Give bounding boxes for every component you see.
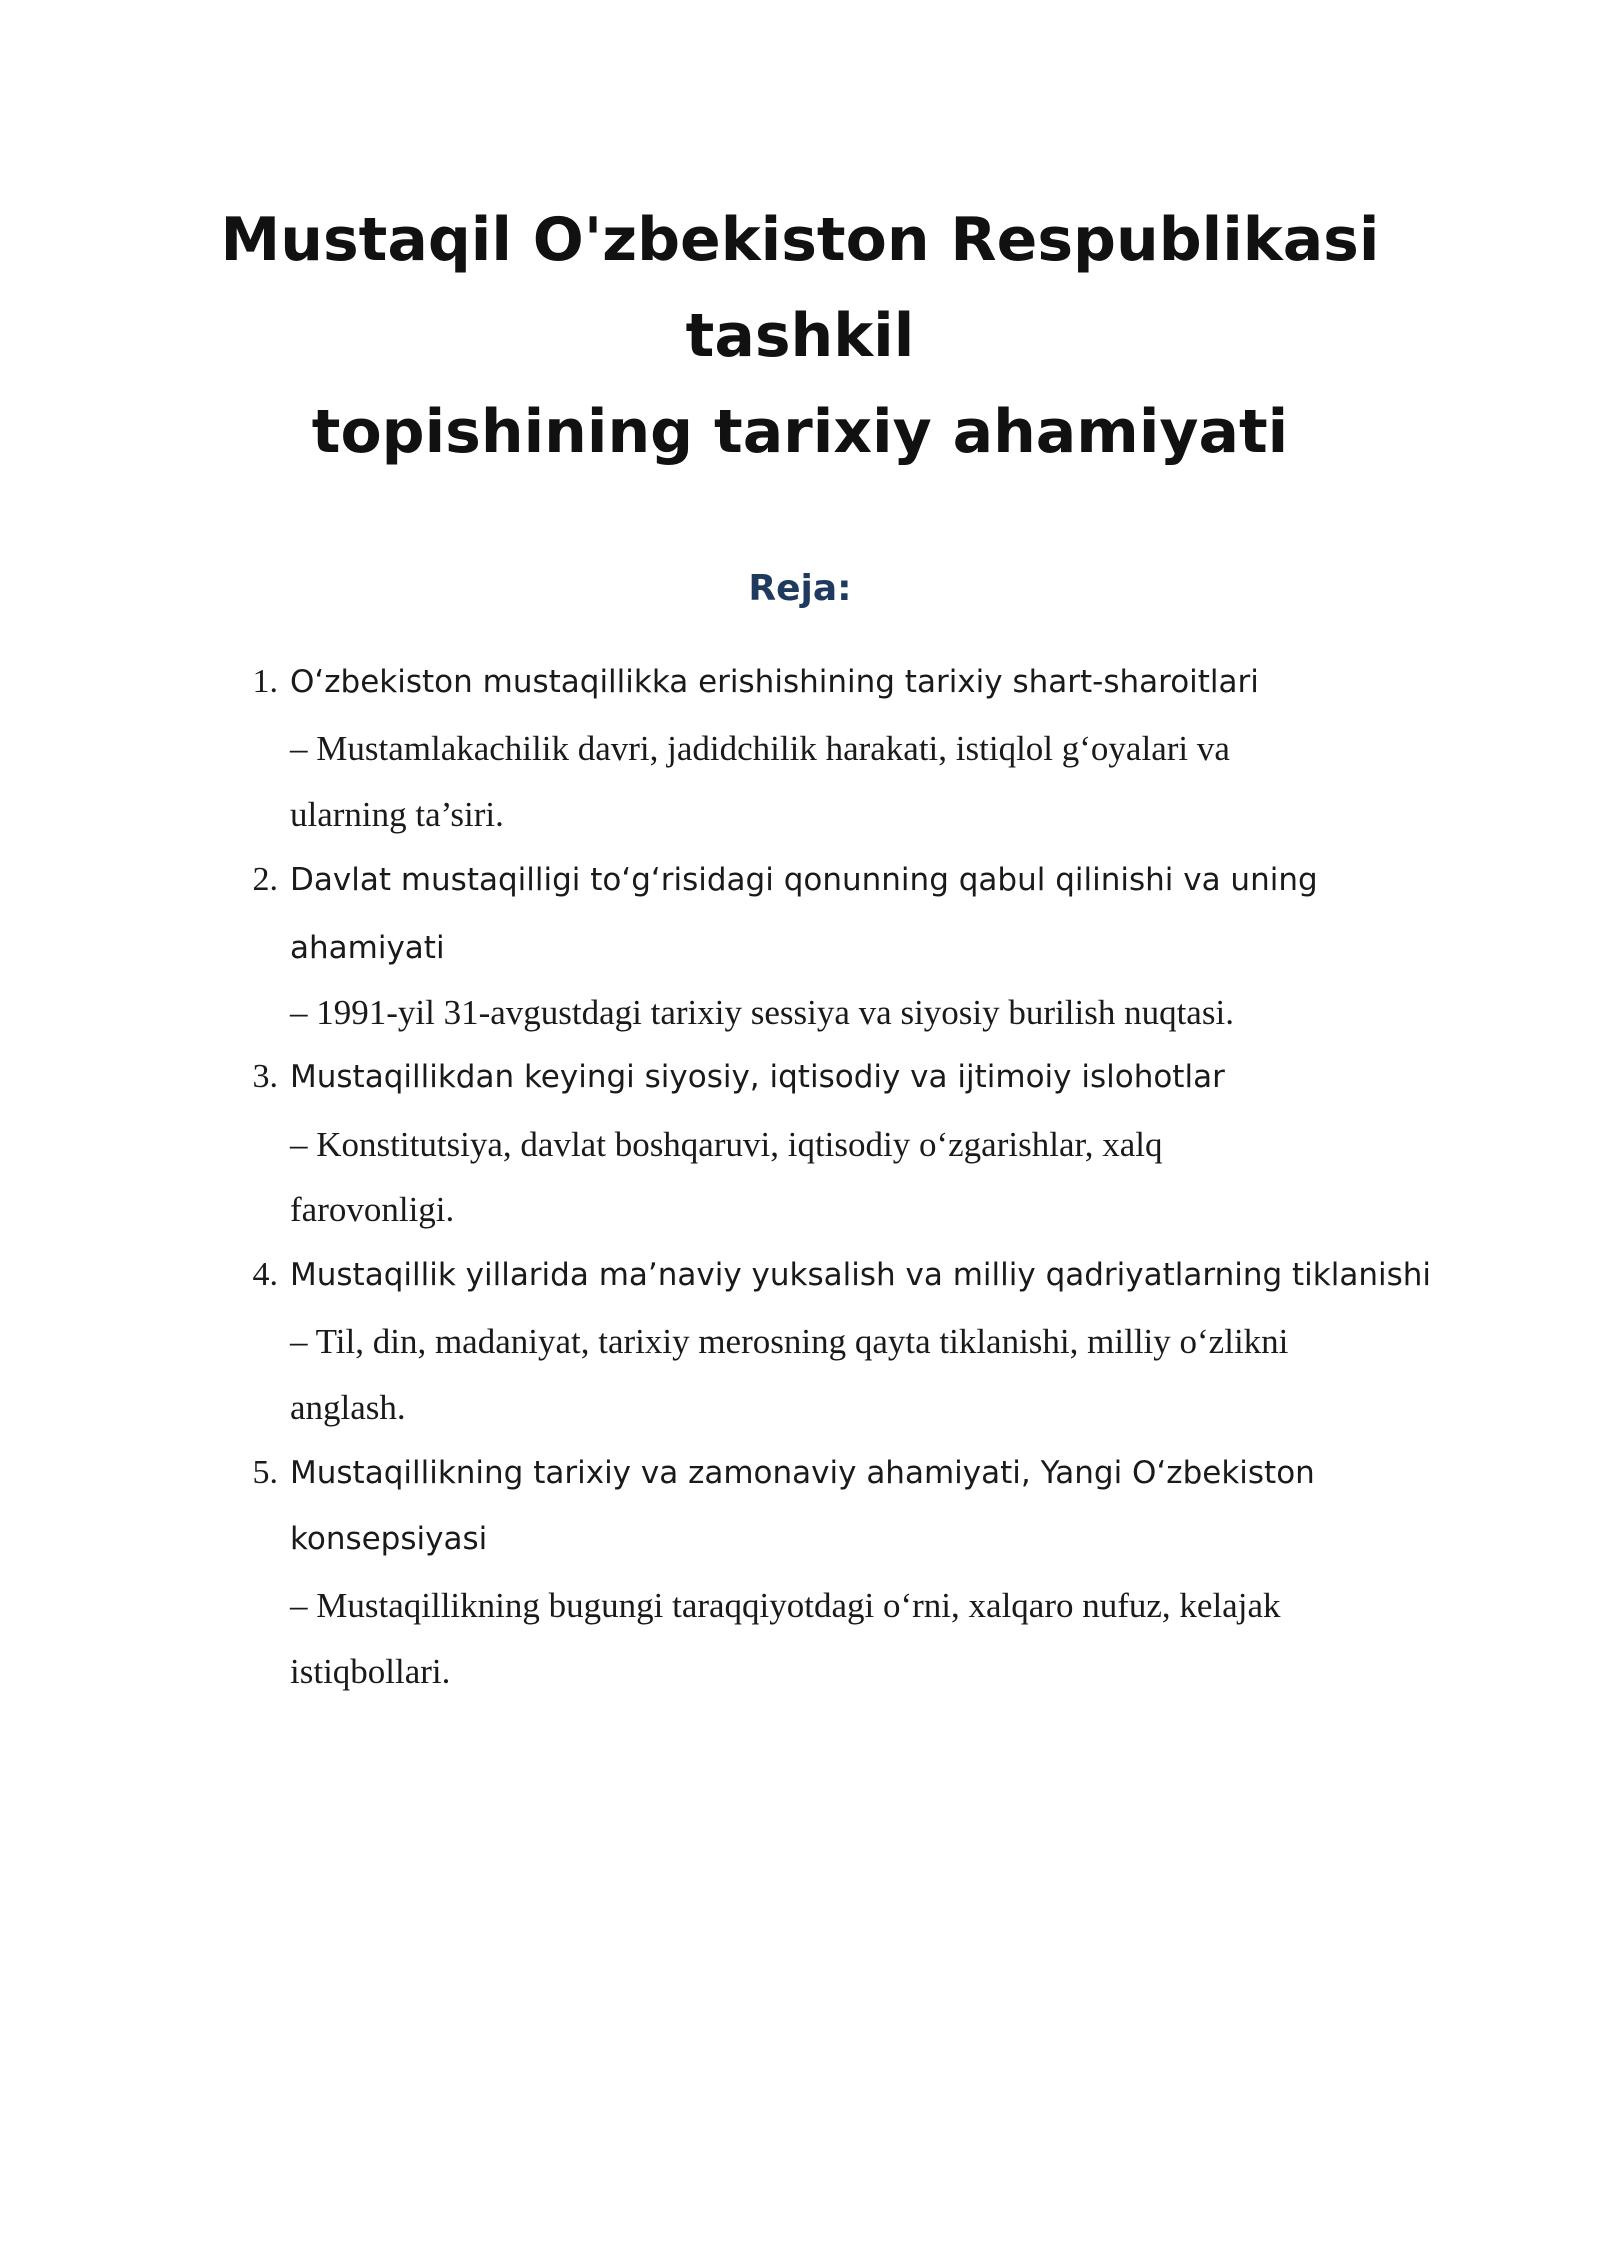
document-title-line-1: Mustaqil O'zbekiston Respublikasi tashkil bbox=[220, 205, 1380, 371]
plan-item-description: – 1991-yil 31-avgustdagi tarixiy sessiya va siyosiy burilish nuqtasi. bbox=[290, 993, 1234, 1032]
plan-item-number: 2. bbox=[252, 861, 278, 898]
plan-item-heading: Davlat mustaqilligi to‘g‘risidagi qonunning qabul qilinishi va uning bbox=[290, 862, 1318, 898]
plan-item-description: farovonligi. bbox=[290, 1190, 455, 1229]
plan-item-heading: Mustaqillik yillarida ma’naviy yuksalish va milliy qadriyatlarning tiklanishi bbox=[290, 1257, 1432, 1293]
plan-item-description: – Mustamlakachilik davri, jadidchilik harakati, istiqlol g‘oyalari va bbox=[290, 729, 1230, 768]
plan-item-description: istiqbollari. bbox=[290, 1652, 451, 1691]
plan-item-description: anglash. bbox=[290, 1388, 406, 1427]
plan-item-number: 1. bbox=[252, 663, 278, 700]
plan-item-number: 3. bbox=[252, 1058, 278, 1095]
plan-item-description: – Mustaqillikning bugungi taraqqiyotdagi o‘rni, xalqaro nufuz, kelajak bbox=[290, 1586, 1281, 1625]
plan-item-number: 4. bbox=[252, 1256, 278, 1293]
plan-item-heading: Mustaqillikning tarixiy va zamonaviy ahamiyati, Yangi O‘zbekiston bbox=[290, 1455, 1315, 1491]
plan-item-heading: Mustaqillikdan keyingi siyosiy, iqtisodiy va ijtimoiy islohotlar bbox=[290, 1059, 1225, 1095]
plan-item-description: – Til, din, madaniyat, tarixiy merosning qayta tiklanishi, milliy o‘zlikni bbox=[290, 1322, 1289, 1361]
plan-item-heading: konsepsiyasi bbox=[290, 1521, 488, 1557]
plan-item-description: – Konstitutsiya, davlat boshqaruvi, iqtisodiy o‘zgarishlar, xalq bbox=[290, 1125, 1163, 1164]
plan-heading: Reja: bbox=[748, 568, 852, 609]
plan-item-heading: O‘zbekiston mustaqillikka erishishining tarixiy shart-sharoitlari bbox=[290, 664, 1259, 700]
document-title-line-2: topishining tarixiy ahamiyati bbox=[311, 397, 1289, 467]
plan-item-heading: ahamiyati bbox=[290, 930, 445, 966]
plan-item-number: 5. bbox=[252, 1454, 278, 1491]
plan-item-description: ularning ta’siri. bbox=[290, 795, 504, 834]
